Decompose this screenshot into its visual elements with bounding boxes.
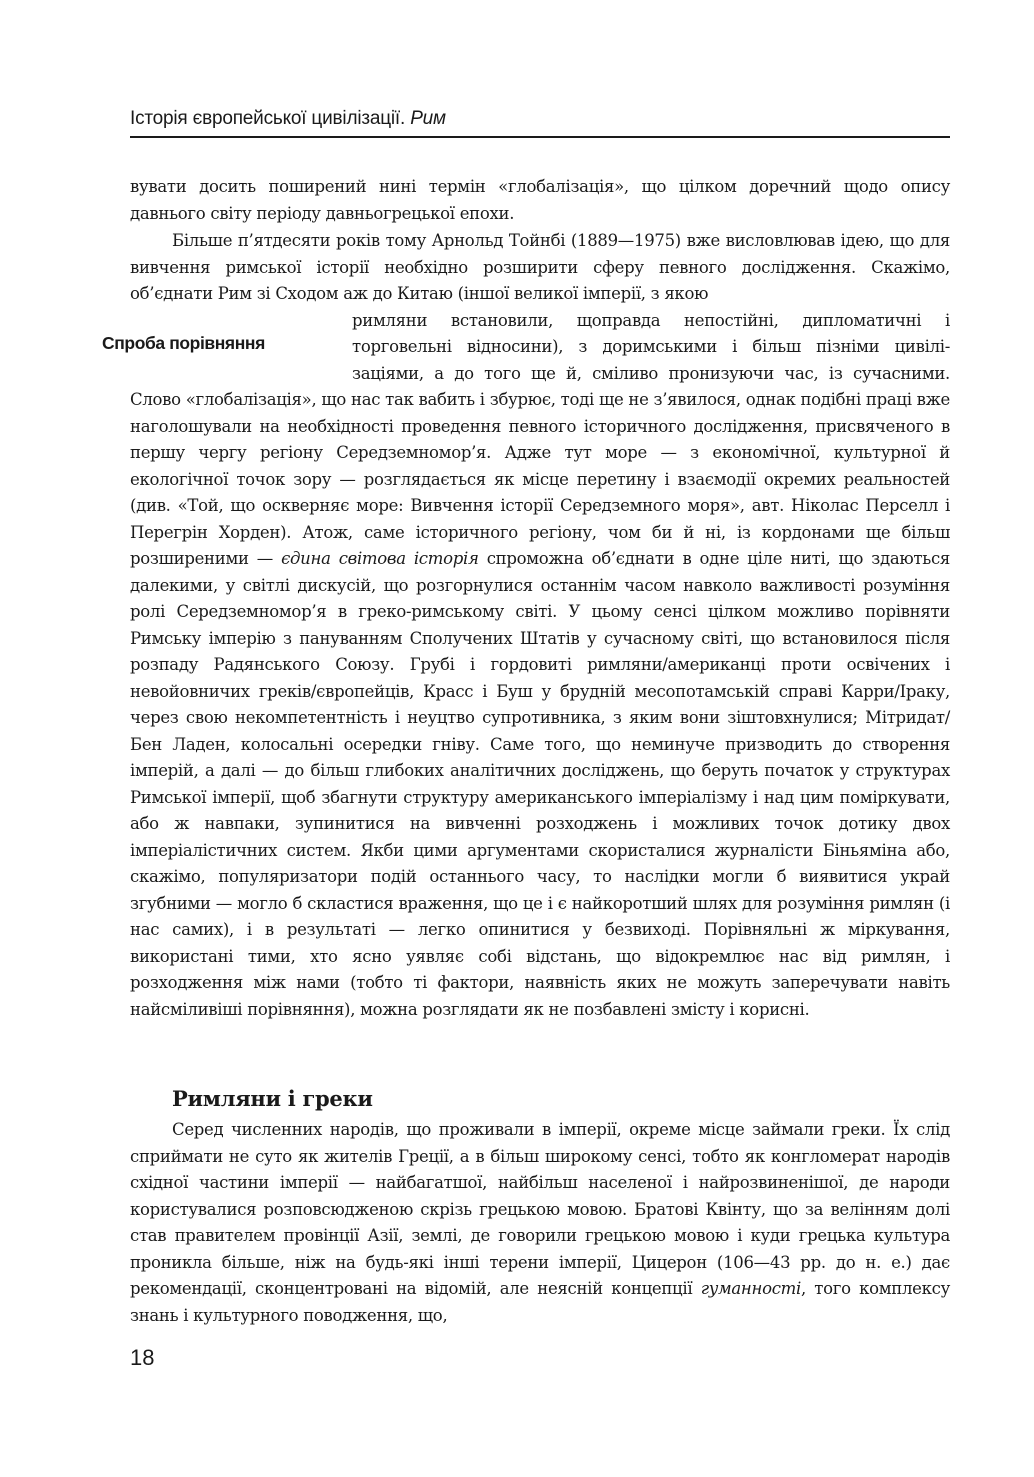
- side-line-3: заціями, а до того ще й, сміливо пронизуючи час, із сучасними.: [352, 363, 950, 383]
- book-subtitle: Рим: [410, 108, 446, 129]
- paragraph-toynbee: [130, 228, 950, 1023]
- running-head: [130, 108, 950, 130]
- side-line-2: торговельні відносини), з доримськими і більш пізніми цивілі-: [352, 337, 950, 356]
- emphasis-text: єдина світова історія: [281, 549, 479, 568]
- paragraph-greeks: [130, 1117, 950, 1329]
- header-rule: [130, 136, 950, 138]
- book-title: Історія європейської цивілізації.: [130, 108, 406, 129]
- paragraph-side-lines: [352, 308, 950, 388]
- margin-note: Спроба порівняння: [102, 333, 265, 353]
- side-line-1: римляни встановили, щоправда непостійні, дипломатичні і: [352, 310, 950, 330]
- text-run: Слово «глобалізація», що нас так вабить і збурює, тоді ще не з’явилося, однак подібні праці вже наголошували на необхідності проведення певного історичного дослідження, присвяченого в першу чергу регіону Середземномор’я. Адже тут море — з економічної, культурної й екологічної точок зору — розглядається як місце перетину і взаємодії окремих реальностей (див. «Той, що оскверняє море: Вивчення історії Середземного моря», авт. Ніколас Перселл і Перегрін Хорден). Атож, саме історичного регіону, чом би й ні, із кордонами ще більш розширеними —: [130, 390, 950, 568]
- paragraph-globalization: [130, 387, 950, 1023]
- text-run: Серед численних народів, що проживали в імперії, окреме місце займали греки. Їх слід сприймати не суто як жителів Греції, а в більш широкому сенсі, тобто як конгломерат народів східної частини імперії — найбагатшої, найбільш населеної і найрозвиненішої, де народи користувалися розповсюдженою скрізь грецькою мовою. Братові Квінту, що за велінням долі став правителем провінції Азії, землі, де говорили грецькою мовою і куди грецька культура проникла більше, ніж на будь-які інші терени імперії, Цицерон (106—43 рр. до н. е.) дає рекомендації, сконцентровані на відомій, але неясній концепції: [130, 1120, 950, 1298]
- text-run: , того комплексу знань і культурного поводження, що,: [130, 1279, 950, 1325]
- paragraph-continuation: вувати досить поширений нині термін «глобалізація», що цілком доречний щодо опису давнього світу періоду давньогрецької епохи.: [130, 177, 950, 223]
- text-run: спроможна об’єднати в одне ціле ниті, що здаються далекими, у світлі дискусій, що розгорнулися останнім часом навколо важливості розуміння ролі Середземномор’я в греко-римському світі. У цьому сенсі цілком можливо порівняти Римську імперію з пануванням Сполучених Штатів у сучасному світі, що встановилося після розпаду Радянського Союзу. Грубі і гордовиті римляни/американці проти освічених і невойовничих греків/європейців, Красс і Буш у брудній месопотамській справі Карри/Іраку, через свою некомпетентність і неуцтво супротивника, з яким вони зіштовхнулися; Мітридат/Бен Ладен, колосальні осередки гніву. Саме того, що неминуче призводить до створення імперій, а далі — до більш глибоких аналітичних досліджень, що беруть початок у структурах Римської імперії, щоб збагнути структуру американського імперіалізму і над цим поміркувати, або ж навпаки, зупинитися на вивченні розходжень і можливих точок дотику двох імперіалістичних систем. Якби цими аргументами скористалися журналісти Біньяміна або, скажімо, популяризатори подій останнього часу, то наслідки могли б виявитися украй згубними — могло б скластися враження, що це і є найкоротший шлях для розуміння римлян (і нас самих), і в результаті — легко опинитися у безвиході. Порівняльні ж міркування, використані тими, хто ясно уявляє собі відстань, що відокремлює нас від римлян, і розходження між нами (тобто ті фактори, наявність яких не можуть заперечувати навіть найсміливіші порівняння), можна розглядати як не позбавлені змісту і корисні.: [130, 549, 950, 1019]
- paragraph-toynbee-start: Більше п’ятдесяти років тому Арнольд Тойнбі (1889—1975) вже висловлював ідею, що для вивчення римської історії необхідно розширити сферу певного дослідження. Скажімо, об’єднати Рим зі Сходом аж до Китаю (іншої великої імперії, з якою: [130, 231, 950, 303]
- section-title: Римляни і греки: [172, 1086, 373, 1111]
- page-number: 18: [130, 1345, 155, 1370]
- emphasis-text: гуманності: [700, 1279, 801, 1298]
